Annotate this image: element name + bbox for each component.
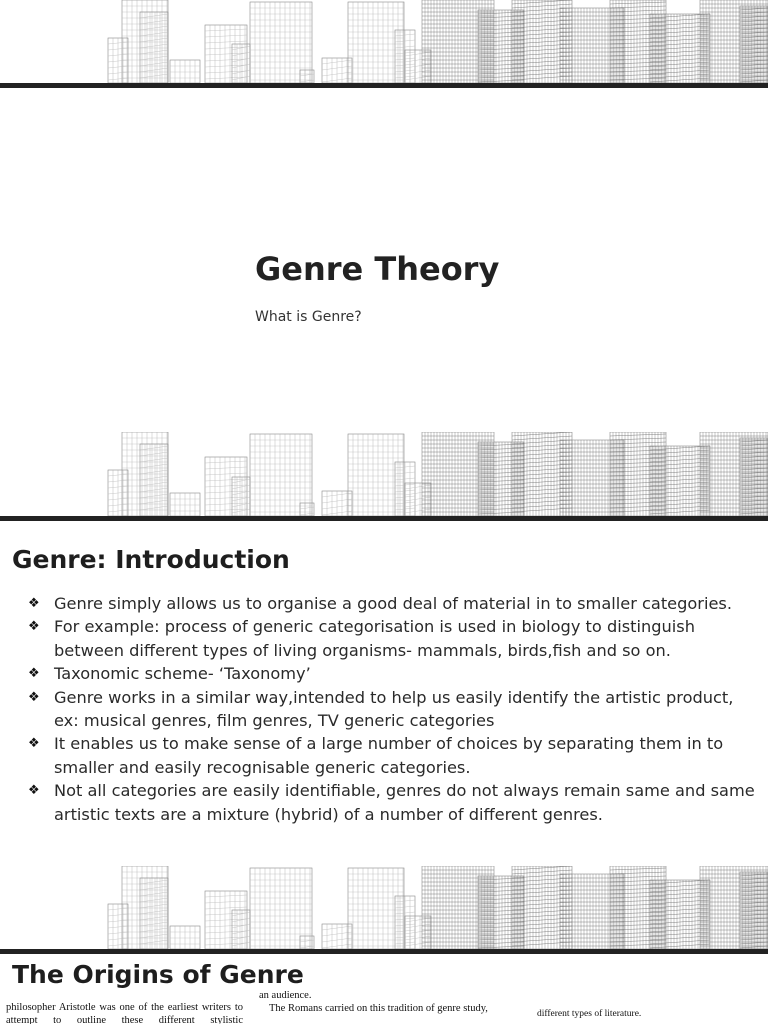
intro-bullet-list bbox=[28, 592, 758, 826]
skyline-decoration bbox=[0, 866, 768, 949]
list-item: ❖ It enables us to make sense of a large number of choices by separating them in to smaller and easily recognisable generic categories. bbox=[28, 734, 724, 777]
diamond-bullet-icon: ❖ bbox=[28, 783, 40, 799]
slide-title: Genre Theory bbox=[255, 250, 500, 288]
list-item: ❖ Genre simply allows us to organise a good deal of material in to smaller categories. bbox=[28, 592, 758, 615]
list-item: ❖ Genre works in a similar way,intended to help us easily identify the artistic product, ex: musical genres, film genres, TV generic categories bbox=[28, 687, 734, 731]
slide-divider bbox=[0, 949, 768, 954]
scanned-text-column: different types of literature. bbox=[537, 1009, 642, 1019]
intro-heading: Genre: Introduction bbox=[12, 545, 290, 574]
origins-heading: The Origins of Genre bbox=[12, 960, 304, 989]
diamond-bullet-icon: ❖ bbox=[28, 666, 40, 682]
diamond-bullet-icon: ❖ bbox=[28, 736, 40, 752]
slide-subtitle: What is Genre? bbox=[255, 309, 362, 325]
scanned-text-column: philosopher Aristotle was one of the earliest writers to attempt to outline these different stylistic bbox=[6, 1002, 243, 1024]
slide-divider bbox=[0, 516, 768, 521]
diamond-bullet-icon: ❖ bbox=[28, 596, 40, 611]
diamond-bullet-icon: ❖ bbox=[28, 619, 40, 635]
list-item: ❖ Not all categories are easily identifiable, genres do not always remain same and same artistic texts are a mixture (hybrid) of a number of different genres. bbox=[28, 781, 755, 824]
scanned-text-column: an audience. The Romans carried on this tradition of genre study, bbox=[259, 990, 488, 1014]
diamond-bullet-icon: ❖ bbox=[28, 689, 40, 705]
slide-divider bbox=[0, 83, 768, 88]
skyline-decoration-top bbox=[0, 0, 768, 83]
list-item: ❖ For example: process of generic categorisation is used in biology to distinguish between different types of living organisms- mammals, birds,fish and so on. bbox=[28, 617, 695, 660]
list-item: ❖ Taxonomic scheme- ‘Taxonomy’ bbox=[28, 662, 758, 685]
skyline-decoration bbox=[0, 432, 768, 516]
